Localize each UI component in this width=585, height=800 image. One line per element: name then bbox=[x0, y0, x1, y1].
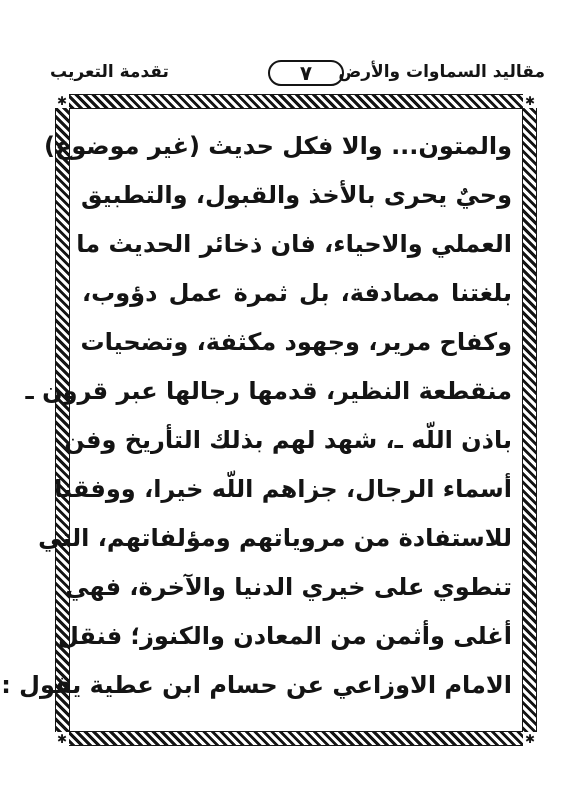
text-line: وحيٌ يحرى بالأخذ والقبول، والتطبيق bbox=[81, 181, 512, 209]
text-line: الامام الاوزاعي عن حسام ابن عطية يقول : bbox=[1, 671, 512, 699]
text-line: للاستفادة من مروياتهم ومؤلفاتهم، التي bbox=[38, 524, 512, 552]
corner-ornament-icon: ✱ bbox=[524, 94, 536, 108]
text-line: تنطوي على خيري الدنيا والآخرة، فهي bbox=[65, 573, 512, 601]
text-line: باذن اللّه ـ، شهد لهم بذلك التأريخ وفن bbox=[64, 426, 512, 454]
text-line: العملي والاحياء، فان ذخائر الحديث ما bbox=[76, 230, 512, 258]
corner-ornament-icon: ✱ bbox=[56, 732, 68, 746]
corner-ornament-icon: ✱ bbox=[56, 94, 68, 108]
text-line: والمتون... والا فكل حديث (غير موضوع) bbox=[44, 132, 512, 160]
text-line: بلغتنا مصادفة، بل ثمرة عمل دؤوب، bbox=[82, 279, 512, 307]
text-line: أسماء الرجال، جزاهم اللّه خيرا، ووفقنا bbox=[54, 475, 512, 503]
corner-ornament-icon: ✱ bbox=[524, 732, 536, 746]
text-line: منقطعة النظير، قدمها رجالها عبر قرون ـ bbox=[25, 377, 512, 405]
running-header bbox=[50, 60, 545, 92]
text-line: وكفاح مرير، وجهود مكثفة، وتضحيات bbox=[80, 328, 512, 356]
page-number-badge: ٧ bbox=[268, 60, 344, 86]
section-title: تقدمة التعريب bbox=[50, 62, 169, 82]
text-line: أغلى وأثمن من المعادن والكنوز؛ فنقل bbox=[57, 622, 512, 650]
book-title: مقاليد السماوات والأرض bbox=[338, 62, 545, 82]
body-text bbox=[1, 122, 512, 718]
